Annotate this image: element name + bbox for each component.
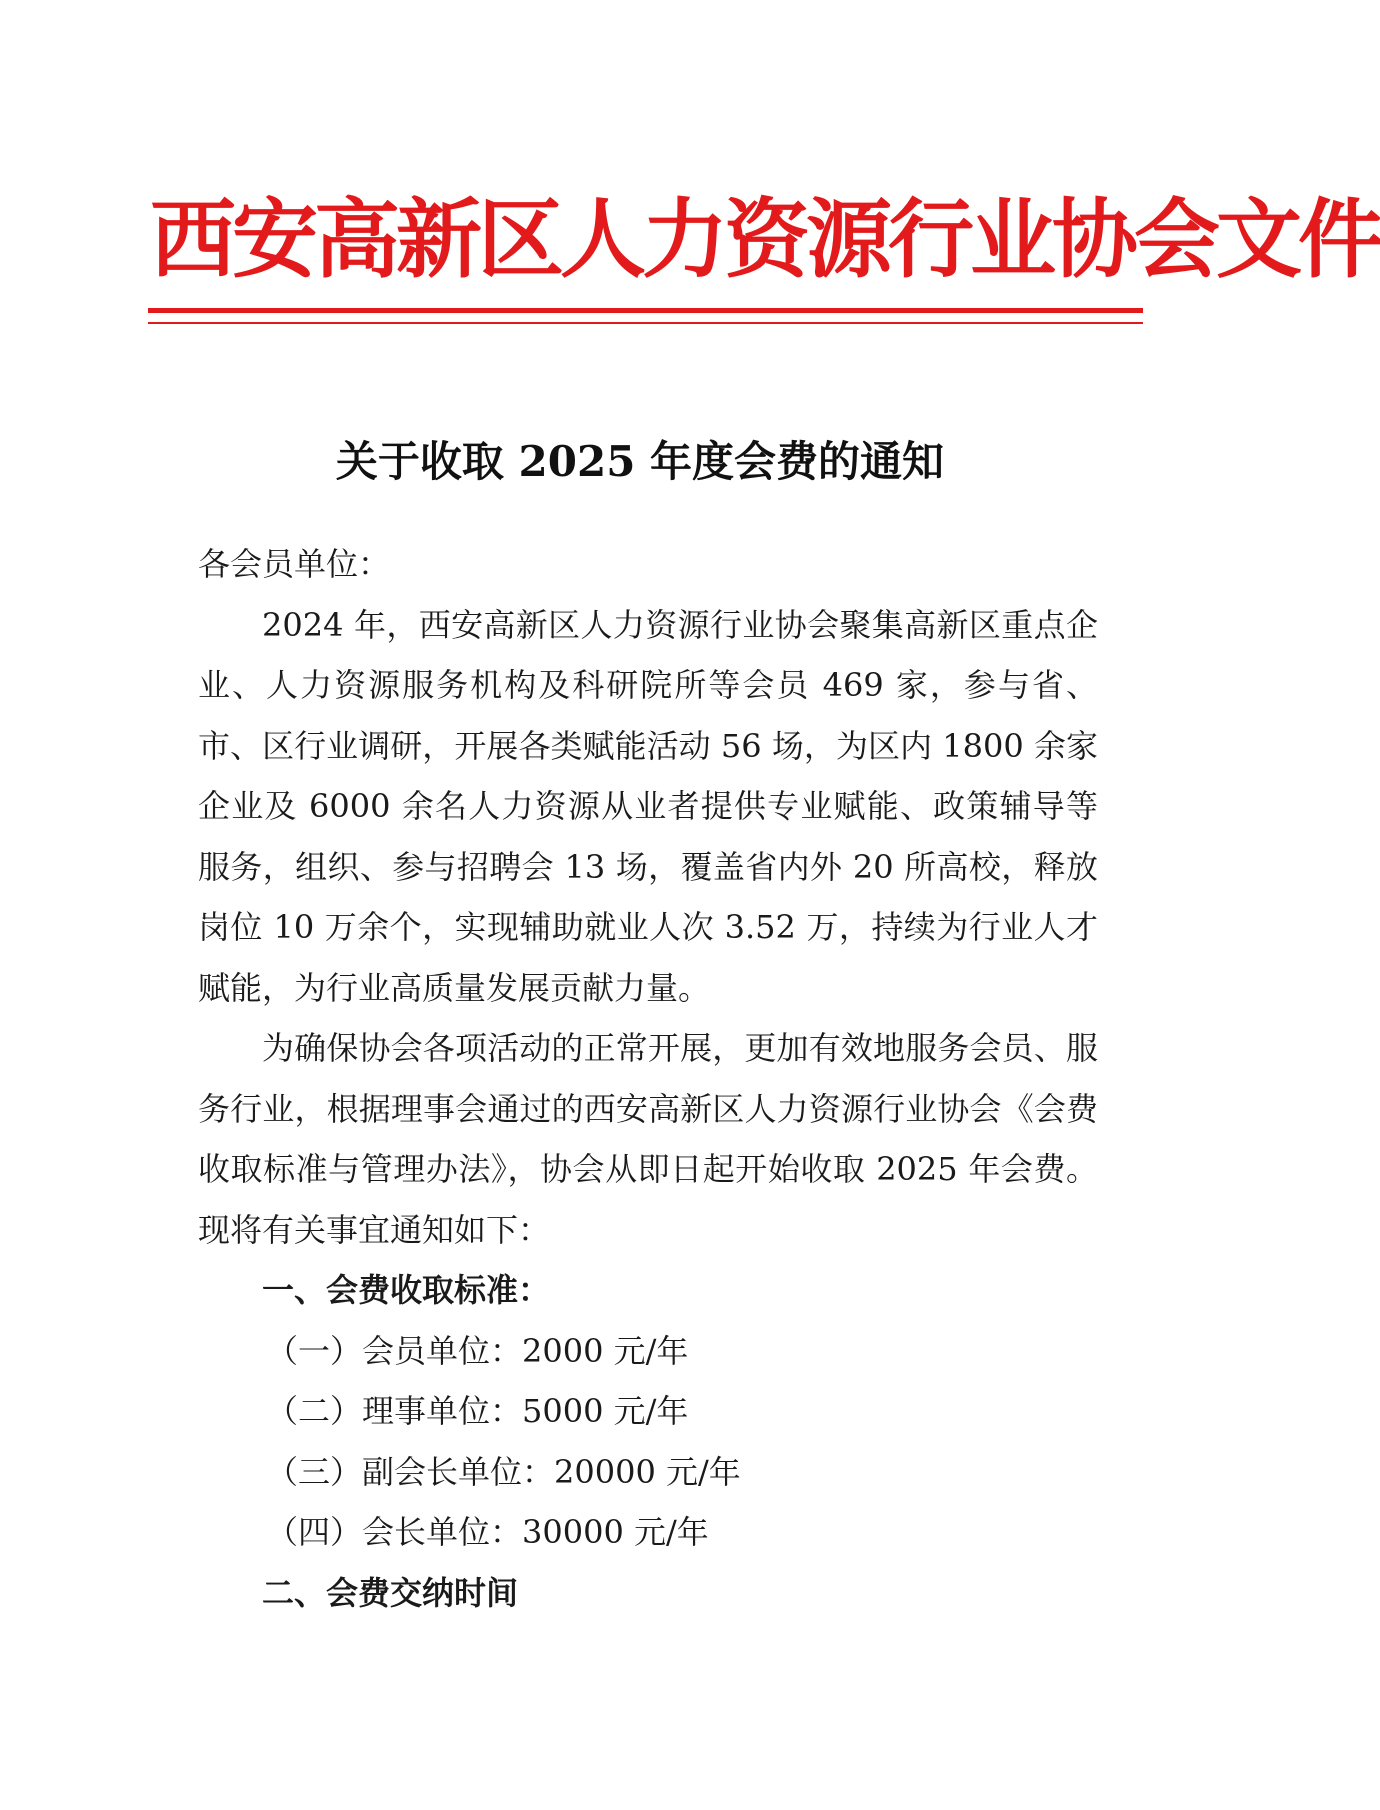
section-heading-fee-standard: 一、会费收取标准：	[262, 1271, 551, 1309]
masthead-title: 西安高新区人力资源行业协会文件	[150, 190, 1380, 290]
fee-item-member: （一）会员单位：2000 元/年	[266, 1331, 689, 1370]
masthead-rule-thick	[148, 308, 1143, 313]
fee-item-vice-president: （三）副会长单位：20000 元/年	[266, 1452, 741, 1491]
masthead-rule-thin	[148, 322, 1143, 324]
paragraph-summary: 2024 年，西安高新区人力资源行业协会聚集高新区重点企业、人力资源服务机构及科研院所等会员 469 家，参与省、市、区行业调研，开展各类赋能活动 56 场，为区内 1800 余家企业及 6000 余名人力资源从业者提供专业赋能、政策辅导等服务，组织、参与招聘会 13 场，覆盖省内外 20 所高校，释放岗位 10 万余个，实现辅助就业人次 3.52 万，持续为行业人才赋能，为行业高质量发展贡献力量。	[198, 605, 1098, 1007]
fee-item-president: （四）会长单位：30000 元/年	[266, 1513, 709, 1551]
document-body	[198, 534, 1098, 1623]
document-title: 关于收取 2025 年度会费的通知	[335, 437, 945, 486]
section-heading-payment-time: 二、会费交纳时间	[262, 1573, 519, 1612]
salutation: 各会员单位：	[198, 545, 391, 583]
paragraph-notice: 为确保协会各项活动的正常开展，更加有效地服务会员、服务行业，根据理事会通过的西安高新区人力资源行业协会《会费收取标准与管理办法》，协会从即日起开始收取 2025 年会费。现将有关事宜通知如下：	[198, 1029, 1098, 1249]
fee-item-director: （二）理事单位：5000 元/年	[266, 1392, 689, 1430]
